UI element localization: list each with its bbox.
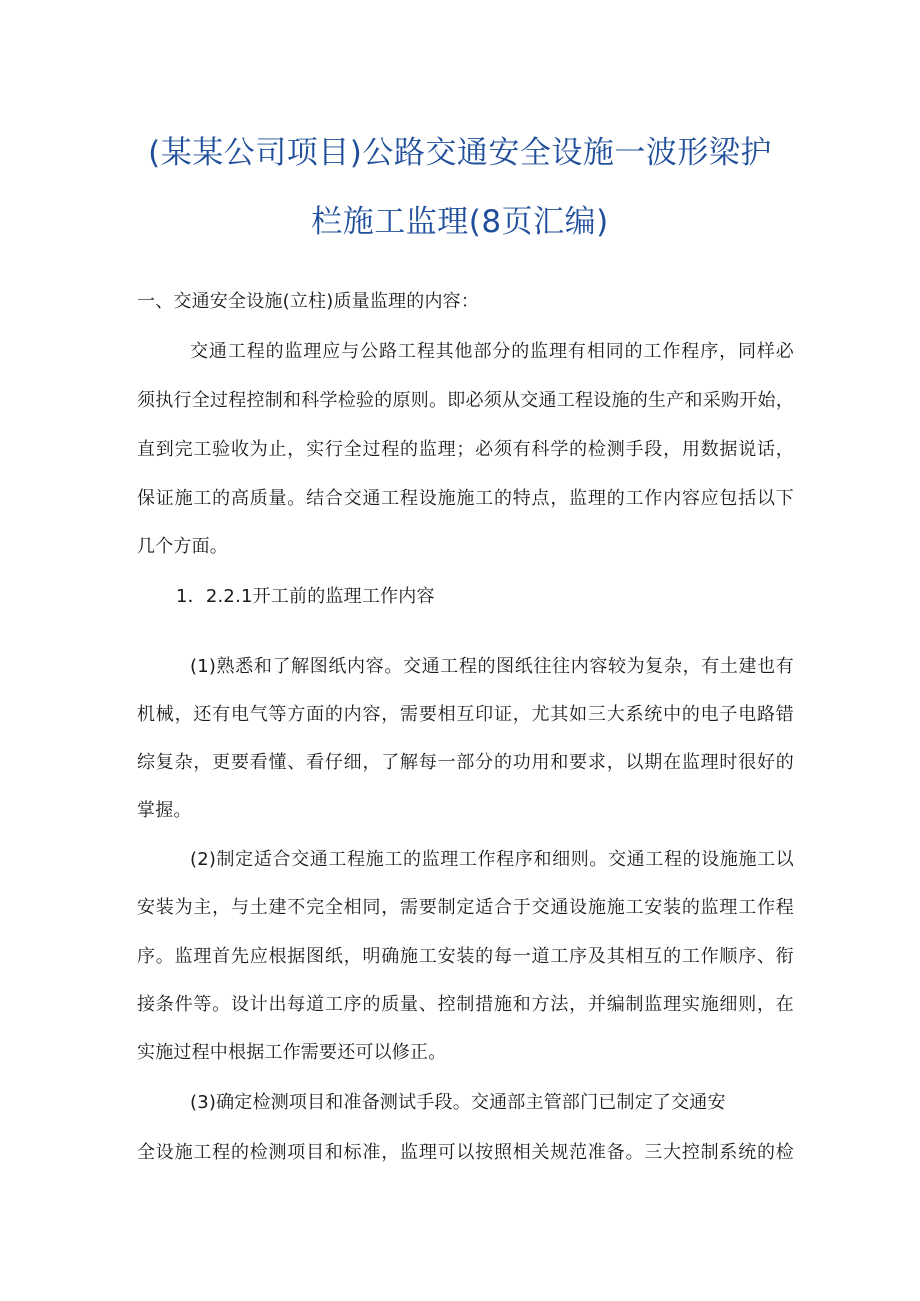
document-title-line-2: 栏施工监理(8页汇编) — [311, 204, 609, 240]
paragraph-line: 直到完工验收为止，实行全过程的监理；必须有科学的检测手段，用数据说话， — [137, 439, 794, 460]
item-line: 综复杂，更要看懂、看仔细，了解每一部分的功用和要求，以期在监理时很好的 — [137, 752, 794, 773]
item-line: 安装为主，与土建不完全相同，需要制定适合于交通设施施工安装的监理工作程 — [137, 897, 794, 918]
item-line: 机械，还有电气等方面的内容，需要相互印证，尤其如三大系统中的电子电路错 — [137, 704, 794, 725]
paragraph-line: 交通工程的监理应与公路工程其他部分的监理有相同的工作程序，同样必 — [190, 341, 794, 362]
document-title-line-1: (某某公司项目)公路交通安全设施一波形梁护 — [148, 135, 772, 171]
paragraph-line: 保证施工的高质量。结合交通工程设施施工的特点，监理的工作内容应包括以下 — [137, 488, 794, 509]
item-line: 序。监理首先应根据图纸，明确施工安装的每一道工序及其相互的工作顺序、衔 — [137, 946, 794, 967]
item-line: 全设施工程的检测项目和标准，监理可以按照相关规范准备。三大控制系统的检 — [137, 1142, 794, 1163]
item-line: (3)确定检测项目和准备测试手段。交通部主管部门已制定了交通安 — [190, 1092, 726, 1113]
paragraph-line: 须执行全过程控制和科学检验的原则。即必须从交通工程设施的生产和采购开始， — [137, 390, 794, 411]
item-line: 掌握。 — [137, 800, 192, 821]
section-heading: 一、交通安全设施(立柱)质量监理的内容： — [137, 291, 480, 312]
item-line: (2)制定适合交通工程施工的监理工作程序和细则。交通工程的设施施工以 — [190, 849, 794, 870]
item-line: 实施过程中根据工作需要还可以修正。 — [137, 1042, 447, 1063]
paragraph-line: 几个方面。 — [137, 536, 228, 557]
item-line: 接条件等。设计出每道工序的质量、控制措施和方法，并编制监理实施细则，在 — [137, 994, 794, 1015]
item-line: (1)熟悉和了解图纸内容。交通工程的图纸往往内容较为复杂，有土建也有 — [190, 656, 794, 677]
subheading: 1．2.2.1开工前的监理工作内容 — [176, 586, 435, 607]
